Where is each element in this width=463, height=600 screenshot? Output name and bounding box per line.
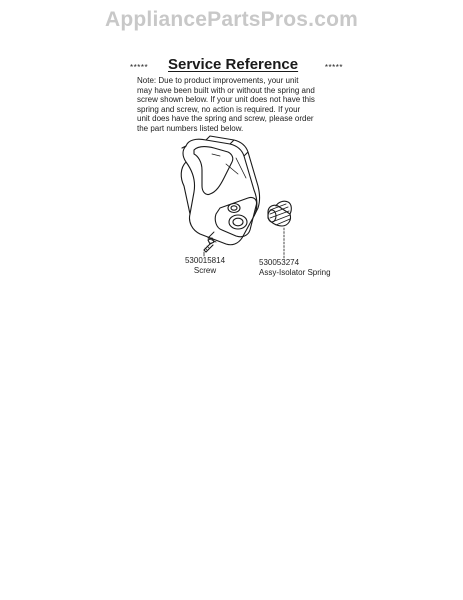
part-label-spring: [259, 258, 343, 277]
note-line: the part numbers listed below.: [137, 123, 244, 133]
stars-left: *****: [130, 63, 149, 72]
part-name: Assy-Isolator Spring: [259, 267, 331, 277]
handle-housing-icon: [181, 136, 259, 245]
note-line: may have been built with or without the spring and: [137, 85, 315, 95]
note-paragraph: [137, 76, 342, 134]
note-line: screw shown below. If your unit does not have this: [137, 95, 315, 105]
screw-icon: [204, 238, 214, 252]
stars-right: *****: [324, 63, 343, 72]
part-label-screw: [180, 256, 230, 275]
part-number: 530015814: [184, 256, 226, 265]
service-reference-heading: [128, 56, 343, 78]
note-line: Note: Due to product improvements, your unit: [137, 76, 299, 85]
part-number: 530053274: [259, 258, 300, 267]
part-name: Screw: [193, 265, 217, 275]
note-line: spring and screw, no action is required. If your: [137, 104, 301, 114]
note-line: unit does have the spring and screw, please order: [137, 114, 314, 124]
page-title: Service Reference: [168, 56, 299, 73]
spring-icon: [268, 201, 291, 226]
watermark: AppliancePartsPros.com: [105, 8, 358, 31]
